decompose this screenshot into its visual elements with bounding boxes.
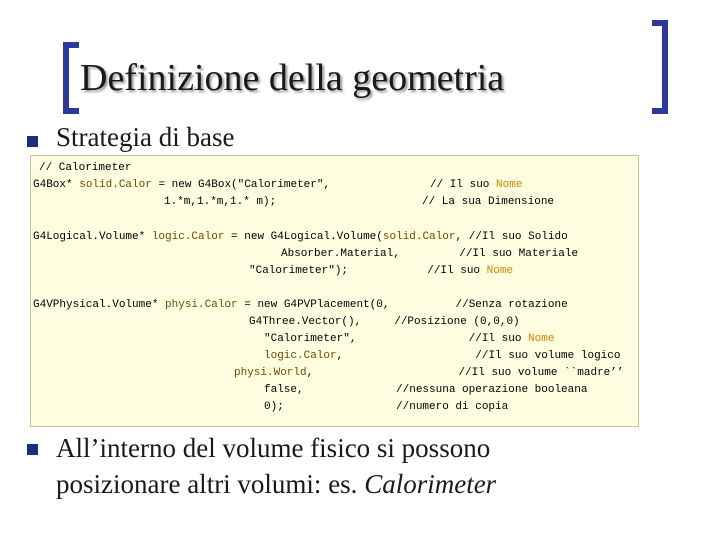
code-line-logical-name [249,263,513,280]
bullet-icon [27,444,38,455]
code-var: solid.Calor [382,231,456,243]
bullet-text-line2: posizionare altri volumi: es. [56,469,365,499]
code-line-box [33,177,330,194]
code-line-position: G4Three.Vector(), //Posizione (0,0,0) [249,316,520,328]
code-highlight: Nome [486,265,514,277]
code-text: , //Il suo volume ``madre’’ [306,367,624,379]
code-var: solid.Calor [79,179,152,191]
code-line-boolean: false, //nessuna operazione booleana [264,384,588,396]
calorimeter-italic: Calorimeter [364,469,497,499]
code-text: = new G4Box("Calorimeter", [151,179,331,191]
code-type: G4VPhysical.Volume* [33,299,166,311]
code-line-physical [33,297,568,314]
code-var: logic.Calor [264,350,337,362]
code-var: logic.Calor [151,231,225,243]
code-comment: // Calorimeter [39,162,132,174]
code-comment-name [430,177,522,194]
code-text: // Il suo [430,179,497,191]
title-bracket-right [652,20,668,114]
bullet-text-line1: All’interno del volume fisico si possono [56,433,491,463]
code-text: , //Il suo volume logico [336,350,621,362]
code-var: physi.World [234,367,307,379]
code-line-box-dims: 1.*m,1.*m,1.* m); [164,196,277,208]
code-highlight: Nome [528,333,555,345]
slide-title: Definizione della geometria [80,57,505,99]
code-text: = new G4PVPlacement(0, //Senza rotazione [237,299,568,311]
title-bracket-left [63,42,79,114]
section-heading: Strategia di base [56,122,235,152]
code-line-copy: 0); //numero di copia [264,401,509,413]
code-text: , //Il suo Solido [455,231,568,243]
bullet-icon [27,136,38,147]
code-line-physical-name [264,331,554,348]
code-comment-dims: // La sua Dimensione [422,196,555,208]
code-line-material: Absorber.Material, //Il suo Materiale [281,248,579,260]
code-line-logical [33,229,568,246]
code-var: physi.Calor [165,299,238,311]
code-line-mother [234,365,623,382]
code-highlight: Nome [496,179,523,191]
code-type: G4Logical.Volume* [33,231,152,243]
code-type: G4Box* [33,179,80,191]
bullet-text [56,430,656,502]
code-text: = new G4Logical.Volume( [224,231,383,243]
code-text: "Calorimeter", //Il suo [264,333,529,345]
code-text: "Calorimeter"); //Il suo [249,265,487,277]
code-line-logic-ref [264,348,620,365]
